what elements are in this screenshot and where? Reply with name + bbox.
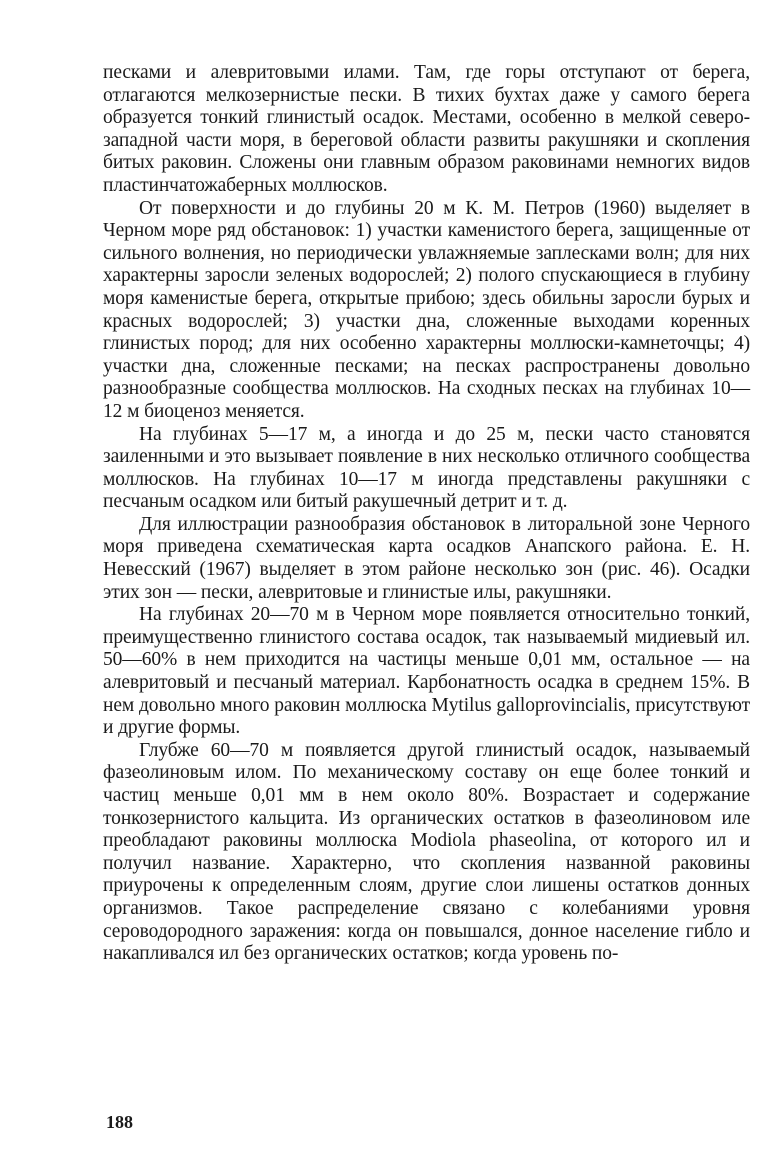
paragraph-4: Для иллюстрации разнообразия обстановок в литоральной зоне Черного моря приведена схематическая карта осадков Анапского района. Е. Н. Невесский (1967) выделяет в этом районе несколько зон (рис. 46). Осадки этих зон — пески, алевритовые и глинистые илы, ракушняки. (103, 513, 750, 603)
paragraph-1: песками и алевритовыми илами. Там, где горы отступают от берега, отлагаются мелкозернистые пески. В тихих бухтах даже у самого берега образуется тонкий глинистый осадок. Местами, особенно в мелкой северо-западной части моря, в береговой области развиты ракушняки и скопления битых раковин. Сложены они главным образом раковинами немногих видов пластинчатожаберных моллюсков. (103, 62, 750, 196)
paragraph-6: Глубже 60—70 м появляется другой глинистый осадок, называемый фазеолиновым илом. По механическому составу он еще более тонкий и частиц меньше 0,01 мм в нем около 80%. Возрастает и содержание тонкозернистого кальцита. Из органических остатков в фазеолиновом иле преобладают раковины моллюска Modiola phaseolina, от которого ил и получил название. Характерно, что скопления названной раковины приурочены к определенным слоям, другие слои лишены остатков донных организмов. Такое распределение связано с колебаниями уровня сероводородного заражения: когда он повышался, донное население гибло и накапливался ил без органических остатков; когда уровень по- (103, 739, 750, 965)
paragraph-2: От поверхности и до глубины 20 м К. М. Петров (1960) выделяет в Черном море ряд обстановок: 1) участки каменистого берега, защищенные от сильного волнения, но периодически увлажняемые заплесками волн; для них характерны заросли зеленых водорослей; 2) полого спускающиеся в глубину моря каменистые берега, открытые прибою; здесь обильны заросли бурых и красных водорослей; 3) участки дна, сложенные выходами коренных глинистых пород; для них особенно характерны моллюски-камнеточцы; 4) участки дна, сложенные песками; на песках распространены довольно разнообразные сообщества моллюсков. На сходных песках на глубинах 10—12 м биоценоз меняется. (103, 197, 750, 422)
book-page-text (103, 62, 750, 966)
page-number: 188 (106, 1112, 133, 1132)
paragraph-3: На глубинах 5—17 м, а иногда и до 25 м, пески часто становятся заиленными и это вызывает появление в них несколько отличного сообщества моллюсков. На глубинах 10—17 м иногда представлены ракушняки с песчаным осадком или битый ракушечный детрит и т. д. (103, 423, 750, 513)
paragraph-5: На глубинах 20—70 м в Черном море появляется относительно тонкий, преимущественно глинистого состава осадок, так называемый мидиевый ил. 50—60% в нем приходится на частицы меньше 0,01 мм, остальное — на алевритовый и песчаный материал. Карбонатность осадка в среднем 15%. В нем довольно много раковин моллюска Mytilus galloprovincialis, присутствуют и другие формы. (103, 604, 750, 739)
